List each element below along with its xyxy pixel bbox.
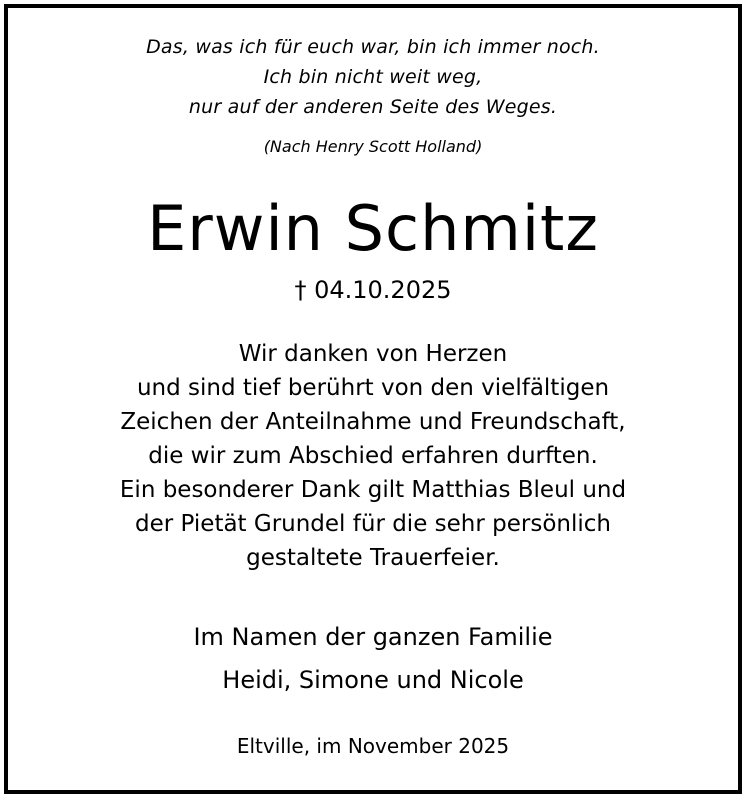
message-line: und sind tief berührt von den vielfältigen: [136, 375, 610, 401]
deceased-name: Erwin Schmitz: [147, 192, 599, 265]
message-line: Ein besonderer Dank gilt Matthias Bleul und: [119, 477, 627, 503]
message-line: gestaltete Trauerfeier.: [246, 545, 500, 571]
message-line: Zeichen der Anteilnahme und Freundschaft,: [120, 409, 626, 435]
message-line: die wir zum Abschied erfahren durften.: [148, 443, 598, 469]
quote-line: nur auf der anderen Seite des Weges.: [188, 96, 558, 118]
quote-source: (Nach Henry Scott Holland): [263, 137, 483, 156]
quote-line: Das, was ich für euch war, bin ich immer noch.: [146, 36, 600, 58]
signature-intro: Im Namen der ganzen Familie: [193, 623, 553, 651]
signature-names: Heidi, Simone und Nicole: [222, 666, 524, 694]
place-date: Eltville, im November 2025: [236, 734, 510, 758]
message-line: Wir danken von Herzen: [238, 341, 508, 367]
quote-line: Ich bin nicht weit weg,: [263, 66, 483, 88]
message-line: der Pietät Grundel für die sehr persönlich: [135, 511, 611, 537]
obituary-notice: [4, 4, 742, 794]
death-date: † 04.10.2025: [294, 276, 452, 304]
